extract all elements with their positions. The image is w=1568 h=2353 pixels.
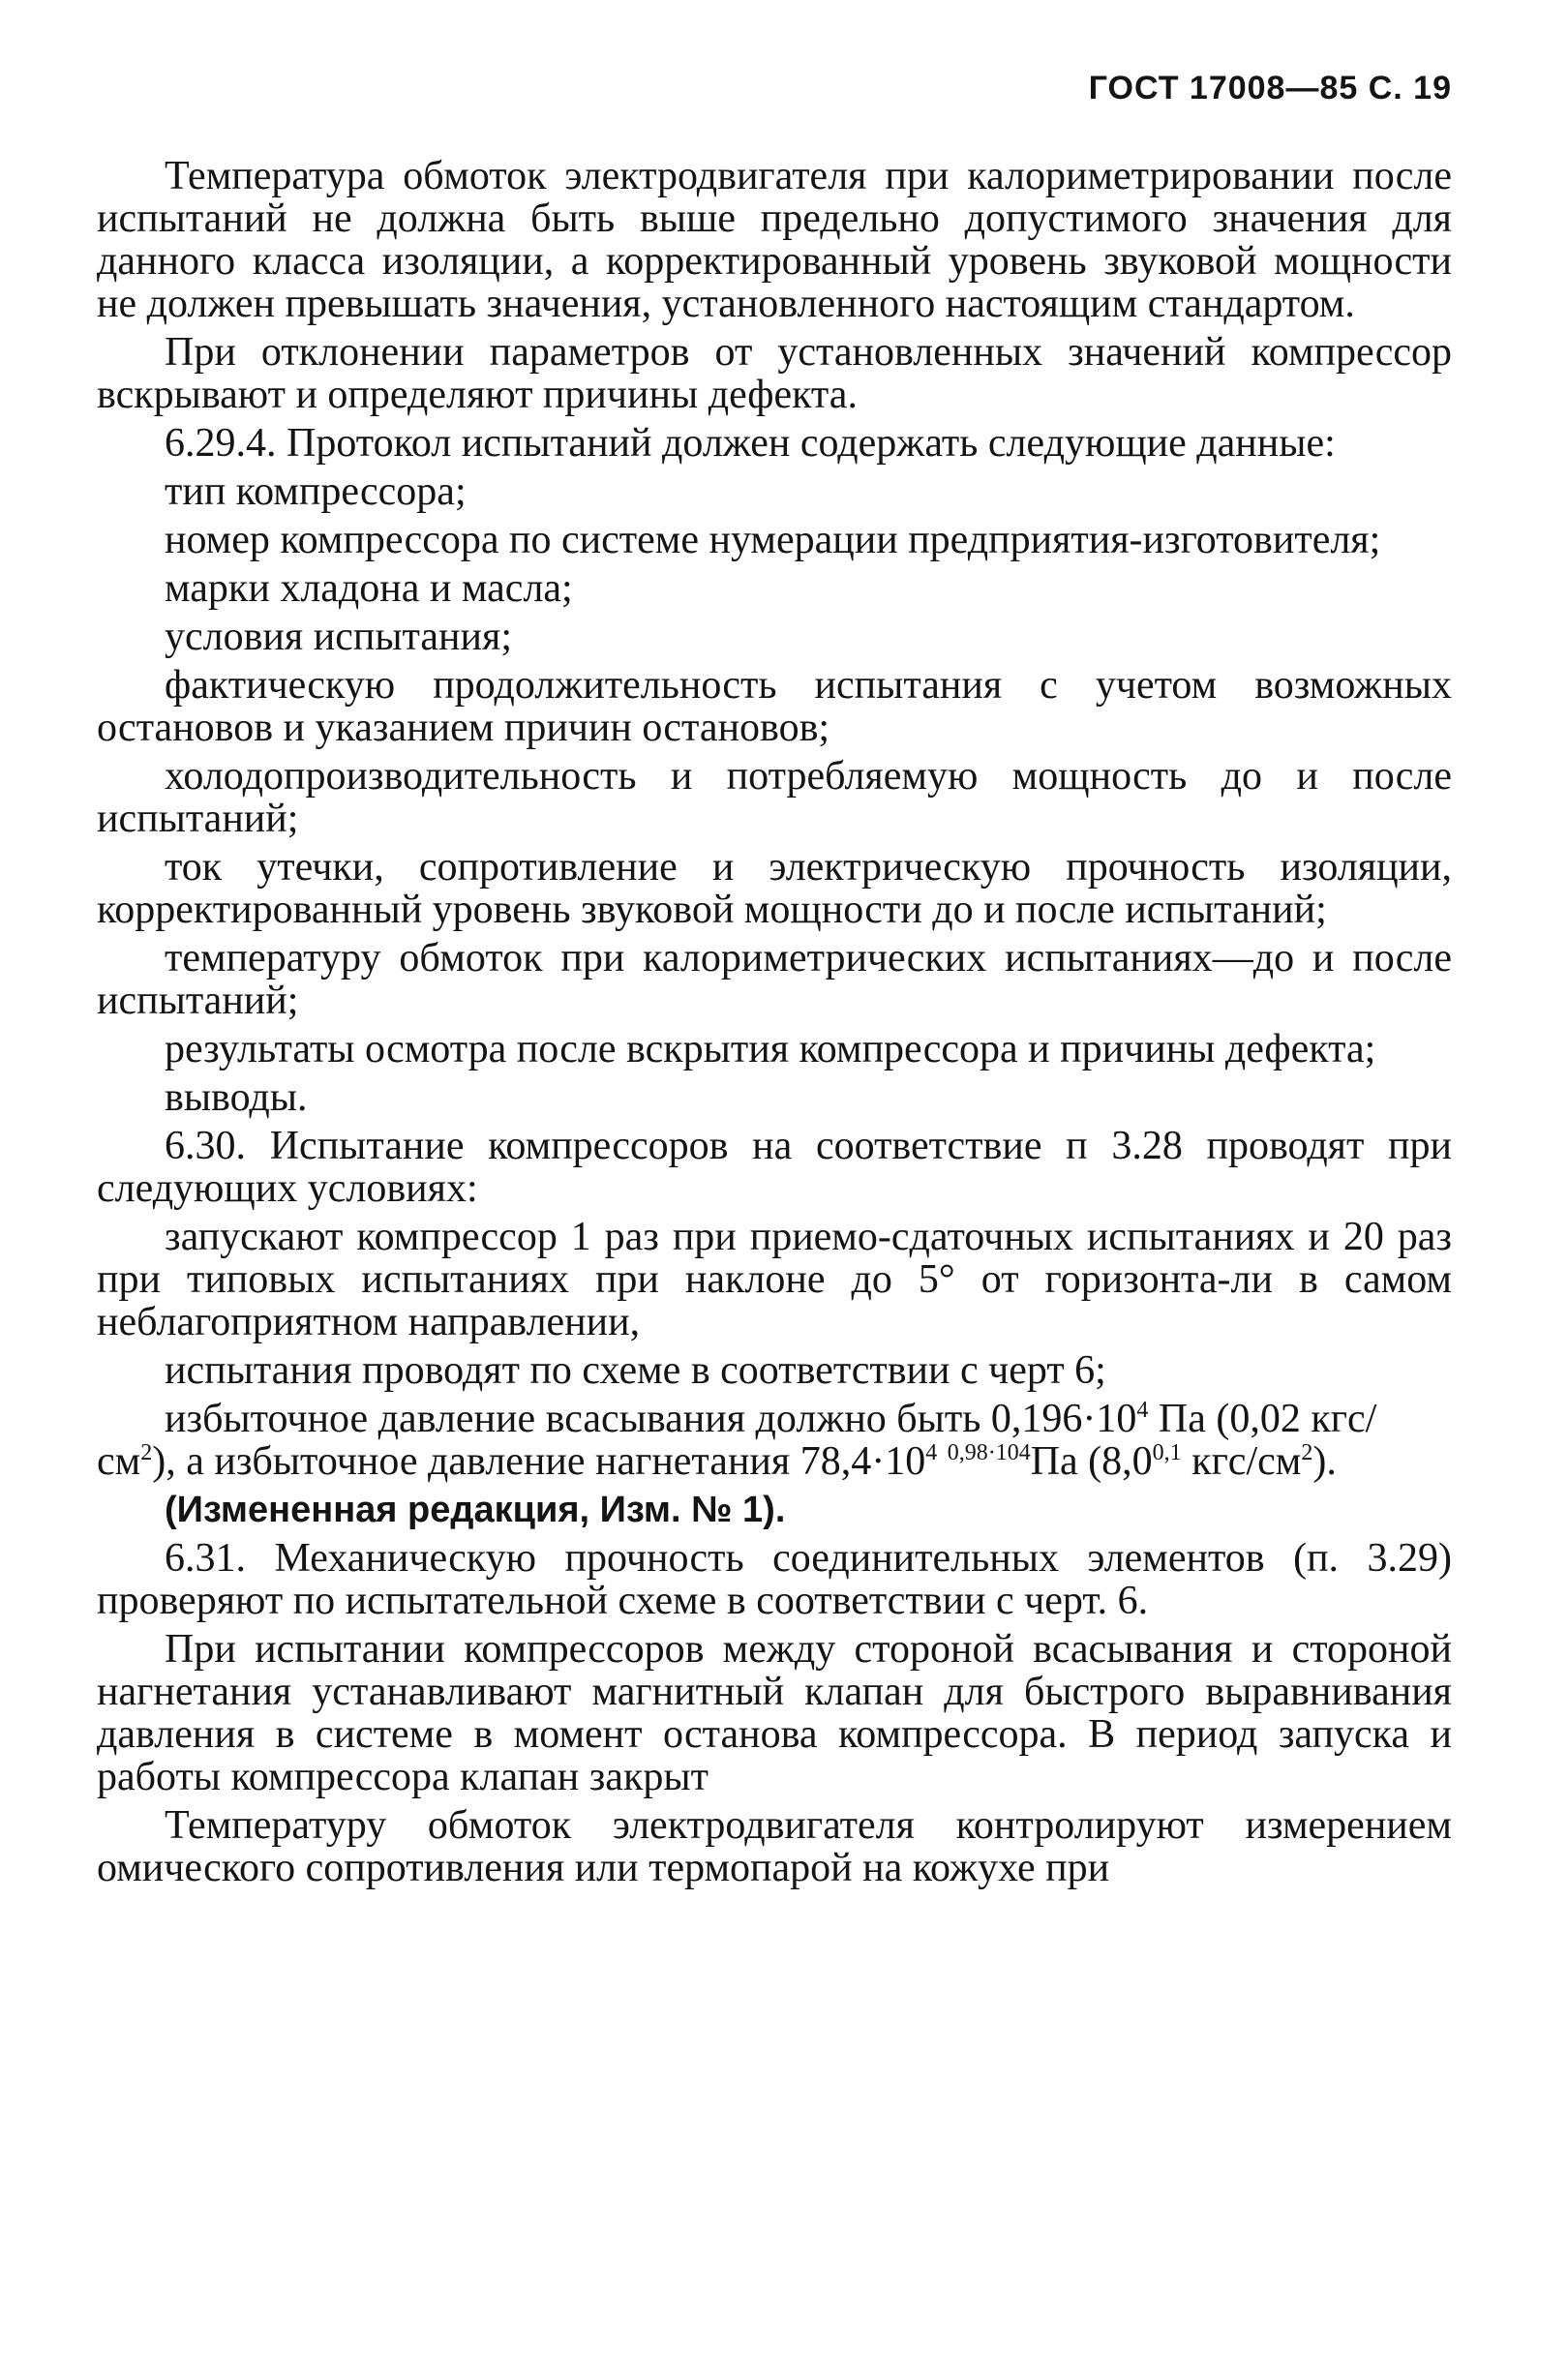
formula-exponent: 4 [925,1440,938,1465]
formula-text: кгс/см [1181,1439,1302,1484]
list-item: холодопроизводительность и потребляемую мощность до и после испытаний; [97,754,1452,841]
formula-text: Па (0,02 кгс/см [97,1397,1377,1484]
formula-exponent: 2 [140,1440,153,1465]
body-text [97,155,1452,1895]
list-item: испытания проводят по схеме в соответствии с черт 6; [165,1348,1106,1393]
running-header: ГОСТ 17008—85 С. 19 [1088,70,1452,106]
list-item: номер компрессора по системе нумерации предприятия-изготовителя; [165,518,1381,562]
paragraph: При испытании компрессоров между стороной всасывания и стороной нагнетания устанавливают магнитный клапан для быстрого выравнивания давления в системе в момент останова компрессора. В период запуска и работы компрессора клапан закрыт [97,1627,1452,1799]
formula-exponent: 4 [1018,1440,1031,1465]
document-page [97,0,1452,2353]
formula-text: ). [1312,1439,1337,1484]
list-item: результаты осмотра после вскрытия компрессора и причины дефекта; [165,1027,1376,1071]
clause-6-29-4: 6.29.4. Протокол испытаний должен содержать следующие данные: [165,421,1336,466]
formula-text: избыточное давление всасывания должно быть 0,196·10 [165,1397,1137,1441]
list-item: тип компрессора; [165,469,467,514]
pressure-formula [97,1398,1452,1483]
formula-tolerance: 0,1 [1152,1440,1182,1465]
formula-text: ), а избыточное давление нагнетания 78,4·10 [152,1439,926,1484]
clause-6-31: 6.31. Механическую прочность соединительных элементов (п. 3.29) проверяют по испытательной схеме в соответствии с черт. 6. [97,1536,1452,1623]
list-item: условия испытания; [165,615,512,659]
list-item: выводы. [165,1075,308,1120]
paragraph: Температура обмоток электродвигателя при калориметрировании после испытаний не должна быть выше предельно допустимого значения для данного класса изоляции, а корректированный уровень звуковой мощности не должен превышать значения, установленного настоящим стандартом. [97,154,1452,326]
formula-tolerance: 0,98·10 [947,1440,1019,1465]
clause-6-30: 6.30. Испытание компрессоров на соответствие п 3.28 проводят при следующих условиях: [97,1124,1452,1211]
paragraph: При отклонении параметров от установленных значений компрессор вскрывают и определяют причины дефекта. [97,330,1452,417]
amendment-note: (Измененная редакция, Изм. № 1). [165,1490,786,1530]
list-item: температуру обмоток при калориметрических испытаниях—до и после испытаний; [97,936,1452,1023]
formula-text: Па (8,0 [1030,1439,1153,1484]
list-item: ток утечки, сопротивление и электрическую прочность изоляции, корректированный уровень звуковой мощности до и после испытаний; [97,845,1452,932]
paragraph: Температуру обмоток электродвигателя контролируют измерением омического сопротивления или термопарой на кожухе при [97,1803,1452,1890]
list-item: марки хладона и масла; [165,566,573,611]
list-item: запускают компрессор 1 раз при приемо-сдаточных испытаниях и 20 раз при типовых испытаниях при наклоне до 5° от горизонта-ли в самом неблагоприятном направлении, [97,1215,1452,1344]
formula-exponent: 2 [1301,1440,1313,1465]
list-item: фактическую продолжительность испытания с учетом возможных остановов и указанием причин остановов; [97,663,1452,750]
formula-exponent: 4 [1136,1398,1149,1423]
